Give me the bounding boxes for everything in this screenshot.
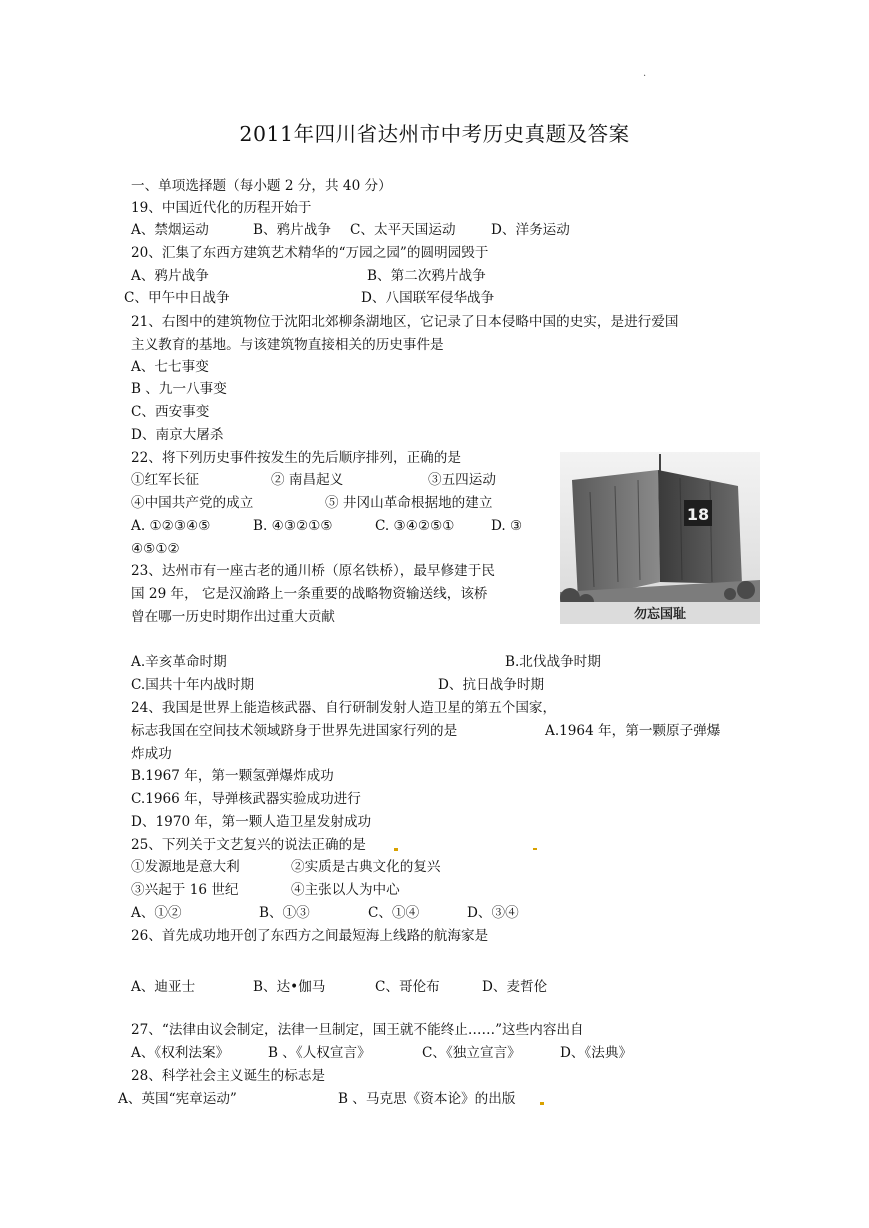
q19-option-b: B、鸦片战争 xyxy=(253,222,331,238)
q25-option-b: B、①③ xyxy=(259,905,310,921)
q24-stem-line2: 标志我国在空间技术领域跻身于世界先进国家行列的是 xyxy=(131,723,458,739)
q22-item-3: ③五四运动 xyxy=(428,472,496,488)
q20-option-b: B、第二次鸦片战争 xyxy=(367,268,486,284)
q22-stem: 22、将下列历史事件按发生的先后顺序排列，正确的是 xyxy=(131,450,461,466)
q21-option-c: C、西安事变 xyxy=(131,404,210,420)
q28-option-b: B 、马克思《资本论》的出版 xyxy=(338,1091,516,1107)
q21-stem-line2: 主义教育的基地。与该建筑物直接相关的历史事件是 xyxy=(131,337,444,353)
q25-option-d: D、③④ xyxy=(467,905,519,921)
q26-option-a: A、迪亚士 xyxy=(131,979,196,995)
q21-option-d: D、南京大屠杀 xyxy=(131,427,224,443)
museum-illustration xyxy=(560,452,760,624)
q21-stem-line1: 21、右图中的建筑物位于沈阳北郊柳条湖地区，它记录了日本侵略中国的史实，是进行爱国 xyxy=(131,314,679,330)
q21-option-a: A、七七事变 xyxy=(131,359,209,375)
q24-option-c: C.1966 年，导弹核武器实验成功进行 xyxy=(131,791,361,807)
plaque-number: 18 xyxy=(686,505,710,524)
q24-option-b: B.1967 年，第一颗氢弹爆炸成功 xyxy=(131,768,334,784)
q23-option-a: A.辛亥革命时期 xyxy=(131,654,227,670)
q23-option-b: B.北伐战争时期 xyxy=(505,654,601,670)
q27-option-d: D、《法典》 xyxy=(560,1045,633,1061)
q23-stem-line1: 23、达州市有一座古老的通川桥（原名铁桥），最早修建于民 xyxy=(131,563,495,579)
q22-option-b: B. ④③②①⑤ xyxy=(253,518,333,534)
q27-stem: 27、“法律由议会制定，法律一旦制定，国王就不能终止……”这些内容出自 xyxy=(131,1022,584,1038)
photo-caption: 勿忘国耻 xyxy=(633,607,687,622)
header-dot: . xyxy=(643,68,647,79)
q26-option-c: C、哥伦布 xyxy=(375,979,440,995)
orange-mark xyxy=(394,848,398,851)
q22-option-d: D. ③ xyxy=(491,518,523,534)
q20-stem: 20、汇集了东西方建筑艺术精华的“万园之园”的圆明园毁于 xyxy=(131,245,489,261)
q25-item-4: ④主张以人为中心 xyxy=(291,882,400,898)
q25-stem: 25、下列关于文艺复兴的说法正确的是 xyxy=(131,837,366,853)
q27-option-c: C、《独立宣言》 xyxy=(422,1045,521,1061)
q23-option-c: C.国共十年内战时期 xyxy=(131,677,254,693)
q25-option-c: C、①④ xyxy=(368,905,420,921)
q22-item-1: ①红军长征 xyxy=(131,472,199,488)
q22-item-2: ② 南昌起义 xyxy=(271,472,344,488)
q20-option-d: D、八国联军侵华战争 xyxy=(361,290,495,306)
q25-option-a: A、①② xyxy=(131,905,182,921)
q22-option-a: A. ①②③④⑤ xyxy=(131,518,211,534)
q20-option-c: C、甲午中日战争 xyxy=(124,290,230,306)
orange-mark xyxy=(533,848,537,850)
q20-option-a: A、鸦片战争 xyxy=(131,268,209,284)
q28-option-a: A、英国“宪章运动” xyxy=(118,1091,237,1107)
q26-stem: 26、首先成功地开创了东西方之间最短海上线路的航海家是 xyxy=(131,928,489,944)
q21-option-b: B 、九一八事变 xyxy=(131,381,227,397)
q23-option-d: D、抗日战争时期 xyxy=(438,677,545,693)
q22-item-4: ④中国共产党的成立 xyxy=(131,495,254,511)
q23-stem-line2: 国 29 年， 它是汉渝路上一条重要的战略物资输送线，该桥 xyxy=(131,586,488,602)
q19-option-d: D、洋务运动 xyxy=(491,222,570,238)
page-title: 2011年四川省达州市中考历史真题及答案 xyxy=(239,122,630,146)
q19-option-c: C、太平天国运动 xyxy=(350,222,456,238)
q25-item-1: ①发源地是意大利 xyxy=(131,859,240,875)
q26-option-d: D、麦哲伦 xyxy=(482,979,548,995)
q27-option-a: A、《权利法案》 xyxy=(131,1045,230,1061)
q26-option-b: B、达•伽马 xyxy=(253,979,326,995)
orange-mark xyxy=(540,1102,544,1105)
q19-stem: 19、中国近代化的历程开始于 xyxy=(131,200,312,216)
section-heading: 一、单项选择题（每小题 2 分，共 40 分） xyxy=(131,178,392,194)
q22-option-d-cont: ④⑤①② xyxy=(131,541,180,557)
q25-item-2: ②实质是古典文化的复兴 xyxy=(291,859,441,875)
q24-option-a: A.1964 年，第一颗原子弹爆 xyxy=(545,723,721,739)
q22-item-5: ⑤ 井冈山革命根据地的建立 xyxy=(325,495,493,511)
q23-stem-line3: 曾在哪一历史时期作出过重大贡献 xyxy=(131,609,335,625)
q27-option-b: B 、《人权宣言》 xyxy=(268,1045,371,1061)
q24-stem-line1: 24、我国是世界上能造核武器、自行研制发射人造卫星的第五个国家， xyxy=(131,700,557,716)
q24-option-a-cont: 炸成功 xyxy=(131,746,172,762)
q19-option-a: A、禁烟运动 xyxy=(131,222,209,238)
q28-stem: 28、科学社会主义诞生的标志是 xyxy=(131,1068,326,1084)
q24-option-d: D、1970 年，第一颗人造卫星发射成功 xyxy=(131,814,372,830)
q25-item-3: ③兴起于 16 世纪 xyxy=(131,882,239,898)
museum-photo xyxy=(560,452,760,624)
q22-option-c: C. ③④②⑤① xyxy=(375,518,455,534)
